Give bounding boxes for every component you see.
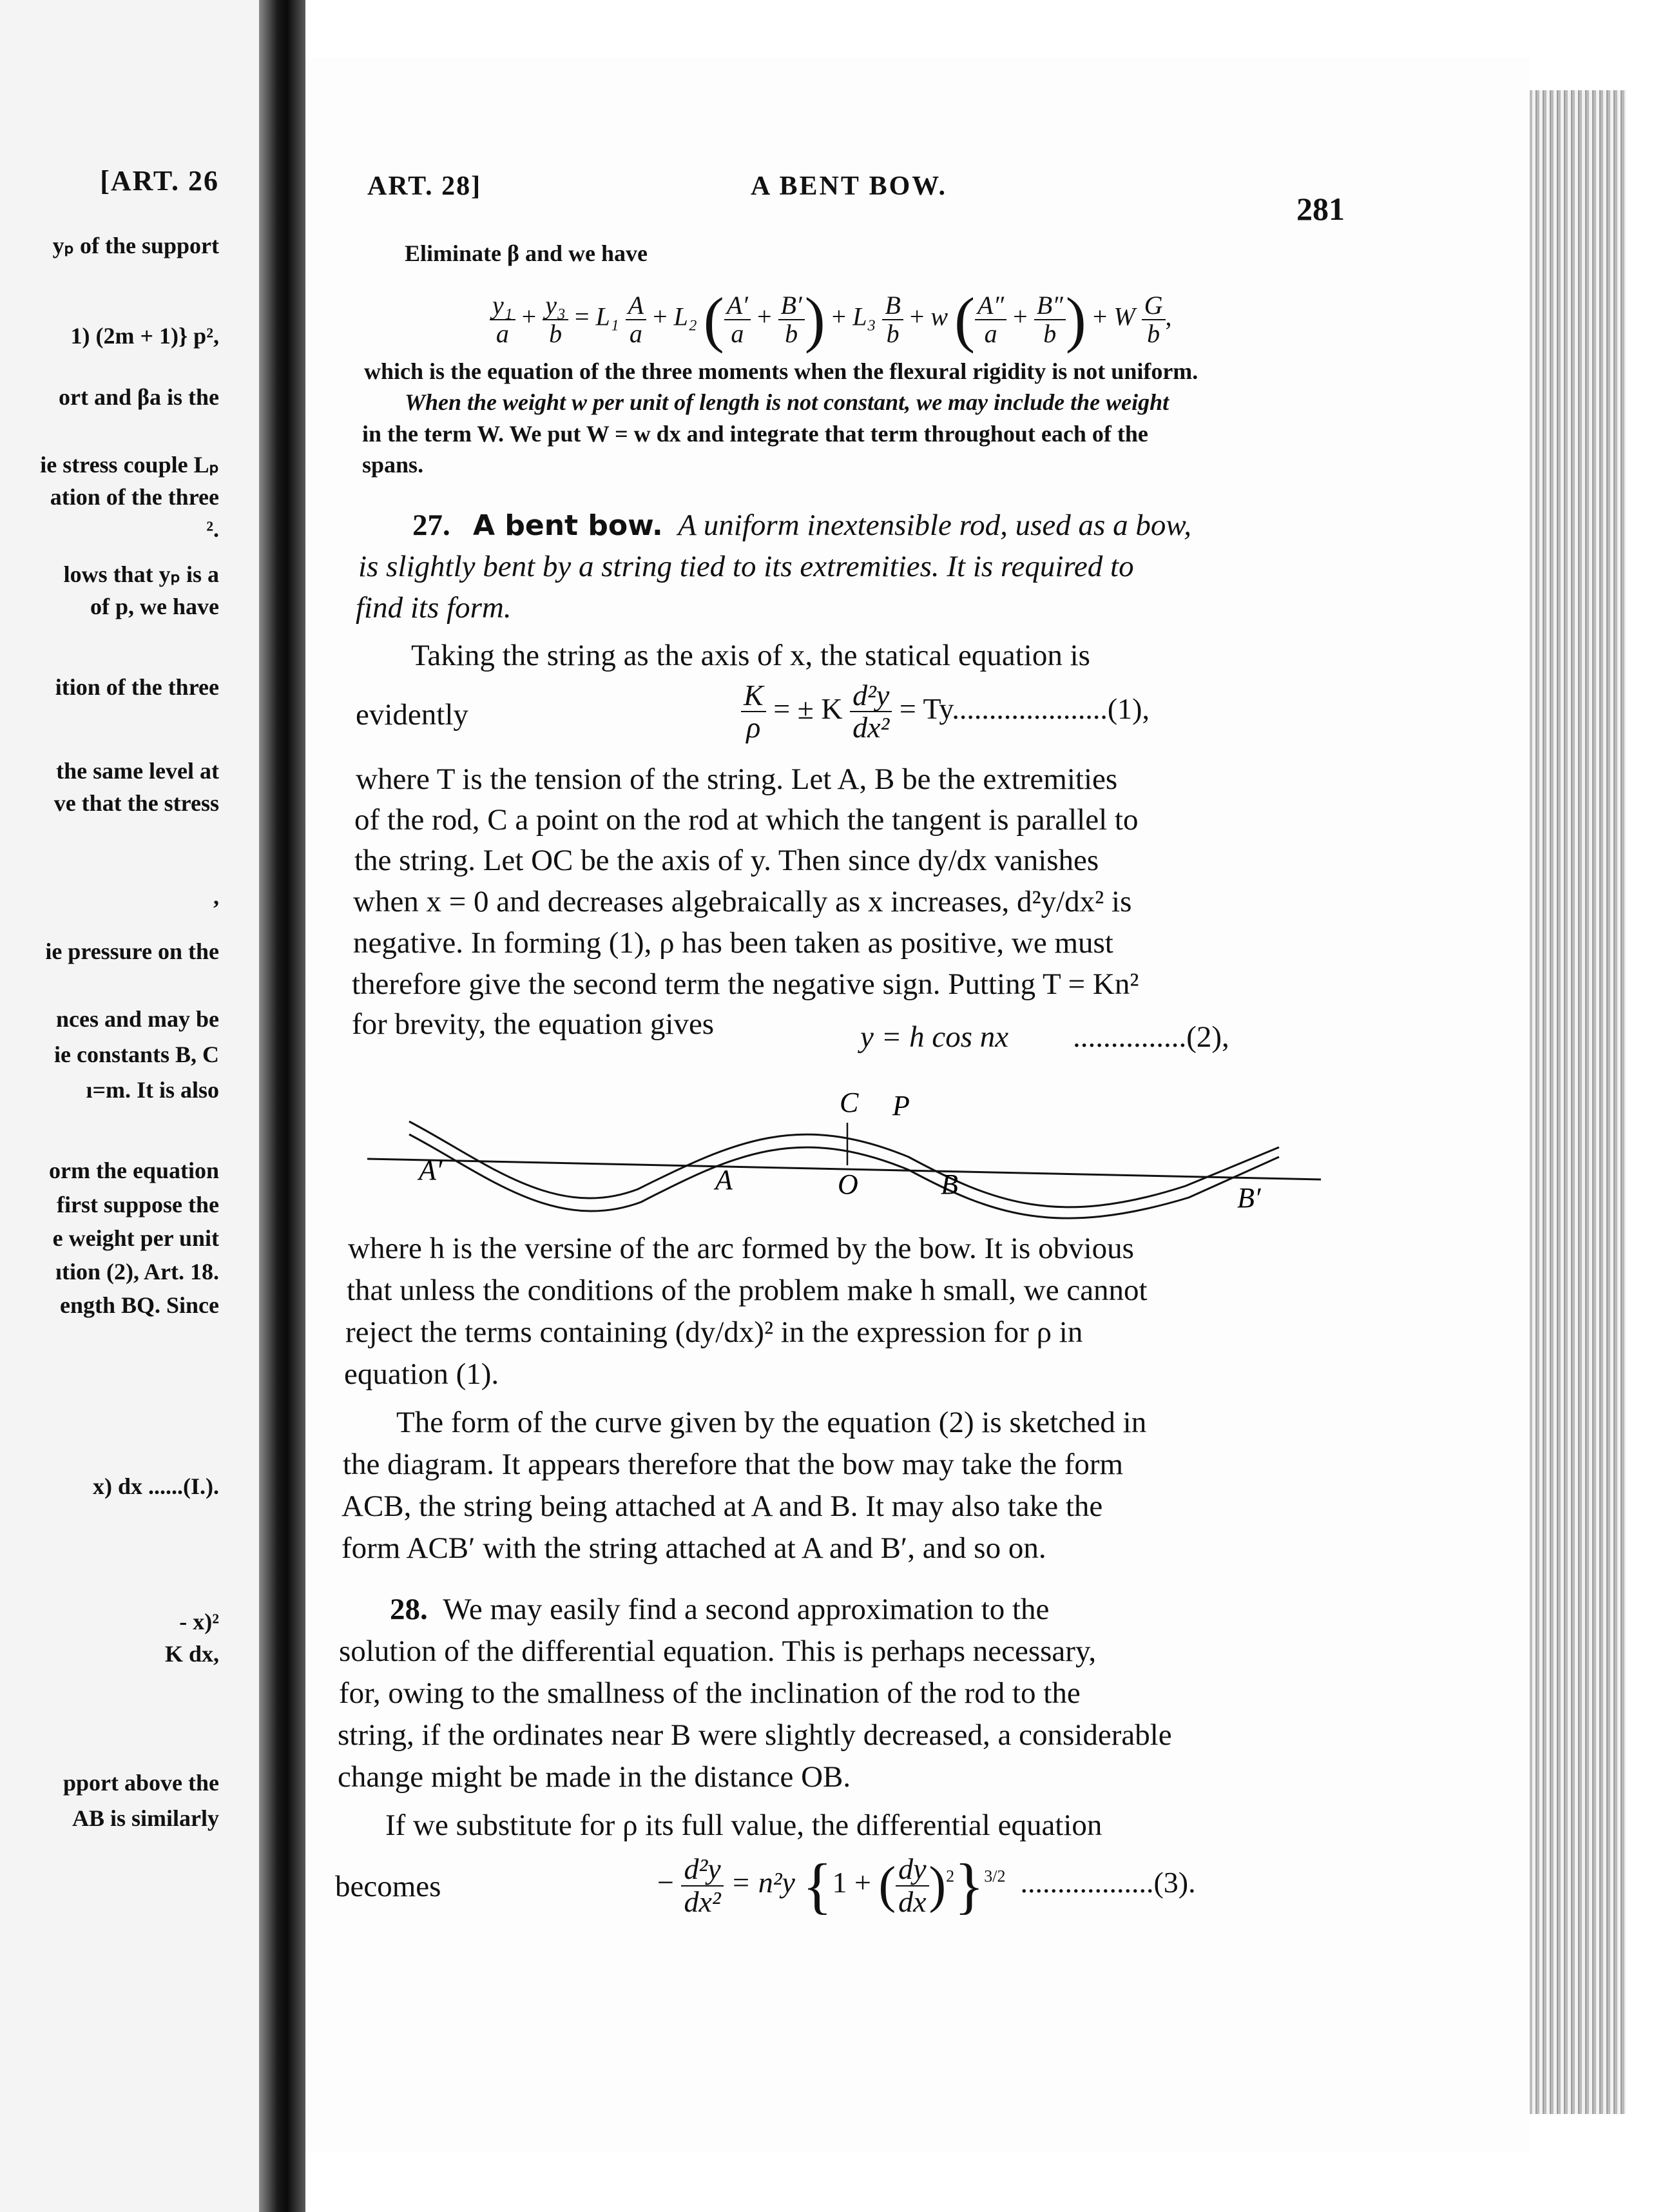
left-line: ve that the stress (53, 790, 219, 816)
text-line: change might be made in the distance OB. (338, 1760, 851, 1794)
left-line: yₚ of the support (52, 233, 219, 258)
text-line: solution of the differential equation. This is perhaps necessary, (339, 1635, 1097, 1668)
text-line: in the term W. We put W = w dx and integrate that term throughout each of the (362, 421, 1148, 447)
text-line: If we substitute for ρ its full value, the differential equation (385, 1809, 1102, 1842)
text-line: which is the equation of the three moments when the flexural rigidity is not uniform. (364, 358, 1198, 384)
equation-1: $\frac{K}{\rho}$ = ± K $\frac{\text{d²y}}{\text{dx²}}$ = Ty.....................(1), (741, 680, 1150, 744)
text-line: that unless the conditions of the problem make h small, we cannot (347, 1274, 1148, 1307)
text-line: When the weight w per unit of length is not constant, we may include the weight (405, 389, 1169, 415)
label-a-prime: A′ (419, 1154, 443, 1186)
text-line: ACB, the string being attached at A and B. It may also take the (342, 1489, 1103, 1523)
text-line: is slightly bent by a string tied to its extremities. It is required to (358, 550, 1134, 583)
left-line: ition of the three (55, 674, 219, 700)
text-line: form ACB′ with the string attached at A and B′, and so on. (342, 1531, 1046, 1565)
left-line: ation of the three (50, 484, 219, 510)
article-28-first-line: 28. We may easily find a second approximation to the (390, 1593, 1050, 1626)
left-line: e weight per unit (52, 1225, 219, 1251)
page-edges (1530, 90, 1626, 2114)
left-line: pport above the (63, 1770, 219, 1796)
label-b-prime: B′ (1237, 1182, 1261, 1214)
left-line: ². (206, 516, 219, 542)
text-line: spans. (362, 452, 424, 478)
left-line: nces and may be (55, 1006, 219, 1032)
left-line: - x)² (179, 1609, 219, 1635)
text-line: negative. In forming (1), ρ has been taken as positive, we must (353, 926, 1113, 960)
left-line: first suppose the (56, 1192, 219, 1218)
left-line: ie constants B, C (53, 1042, 219, 1067)
text-line: string, if the ordinates near B were slightly decreased, a considerable (338, 1718, 1172, 1752)
text-line: becomes (335, 1870, 441, 1903)
text-line: for, owing to the smallness of the inclination of the rod to the (339, 1676, 1081, 1710)
running-title: A BENT BOW. (751, 171, 947, 201)
eliminate-line: Eliminate β and we have (405, 240, 648, 266)
left-line: orm the equation (49, 1158, 219, 1183)
left-line: K dx, (164, 1641, 219, 1667)
article-27-heading: 27. A bent bow. A uniform inextensible rod, used as a bow, (412, 509, 1191, 542)
left-line: ength BQ. Since (59, 1292, 219, 1318)
left-page-header: [ART. 26 (100, 165, 219, 197)
left-line: of p, we have (90, 594, 219, 619)
left-line: ort and βa is the (59, 384, 219, 410)
text-line: find its form. (356, 591, 512, 625)
previous-page-fragment (0, 0, 264, 2212)
text-line: Taking the string as the axis of x, the statical equation is (411, 639, 1090, 672)
left-line: x) dx ......(I.). (93, 1473, 219, 1499)
text-line: evidently (356, 698, 468, 732)
label-a: A (715, 1164, 733, 1196)
text-line: the diagram. It appears therefore that the bow may take the form (343, 1448, 1124, 1481)
text-line: when x = 0 and decreases algebraically as x increases, d²y/dx² is (353, 885, 1132, 918)
bent-bow-diagram (348, 1083, 1340, 1225)
text-line: where h is the versine of the arc formed by the bow. It is obvious (348, 1232, 1134, 1265)
text-line: The form of the curve given by the equation (2) is sketched in (396, 1406, 1147, 1439)
left-line: 1) (2m + 1)} p², (70, 323, 219, 349)
text-line: of the rod, C a point on the rod at which the tangent is parallel to (354, 803, 1139, 837)
left-line: , (213, 884, 219, 909)
left-line: ie pressure on the (45, 938, 219, 964)
text-line: reject the terms containing (dy/dx)² in the expression for ρ in (345, 1315, 1083, 1349)
left-line: ı=m. It is also (86, 1077, 219, 1103)
text-line: equation (1). (344, 1357, 499, 1391)
label-p: P (892, 1090, 910, 1121)
left-line: AB is similarly (72, 1805, 219, 1831)
text-line: for brevity, the equation gives (352, 1007, 715, 1041)
text-line: where T is the tension of the string. Let A, B be the extremities (356, 762, 1118, 796)
equation-3: − $\frac{\text{d²y}}{\text{dx²}}$ = n²y {1 + ( $\frac{dy}{dx}$ )$^2$}$^{3/2}$ ..................(3). (657, 1851, 1196, 1920)
left-line: the same level at (56, 758, 219, 784)
equation-2: y = h cos nx (860, 1020, 1009, 1054)
label-b: B (941, 1169, 958, 1200)
label-o: O (838, 1169, 858, 1200)
label-c: C (840, 1087, 859, 1118)
equation-2-number: ...............(2), (1073, 1020, 1229, 1054)
text-line: therefore give the second term the negative sign. Putting T = Kn² (352, 967, 1139, 1001)
running-header-art: ART. 28] (367, 171, 482, 201)
text-line: the string. Let OC be the axis of y. Then since dy/dx vanishes (354, 844, 1099, 877)
three-moments-equation: $\frac{\text{y₁}}{a}$ + $\frac{\text{y₃}}{b}$ = L₁ $\frac{A}{a}$ + L₂ ( $\frac{A'}{a}$ + $\frac{B'}{b}$ ) + L₃ $\frac{B}{b}$ + w ( $\frac{A''}{a}$ + $\frac{B''}{b}$ ) + W $\frac{G}{b}$ , (490, 284, 1172, 355)
page-number: 281 (1296, 191, 1345, 227)
left-line: ie stress couple Lₚ (40, 452, 219, 478)
left-line: ıtion (2), Art. 18. (55, 1259, 219, 1285)
left-line: lows that yₚ is a (63, 561, 219, 587)
book-gutter (259, 0, 305, 2212)
